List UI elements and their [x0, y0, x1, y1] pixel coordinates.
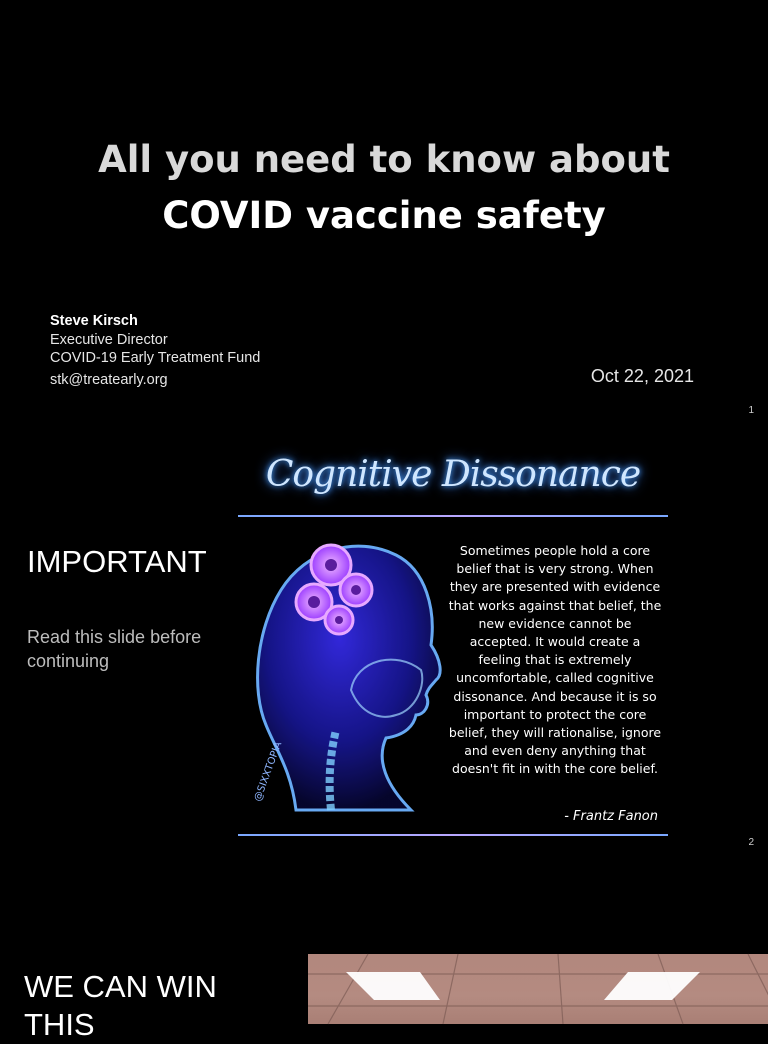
- presentation-date: Oct 22, 2021: [590, 366, 694, 386]
- cognitive-head-illustration: [236, 510, 446, 820]
- cognitive-dissonance-poster: [236, 448, 670, 824]
- ceiling-photo: [308, 954, 768, 1024]
- page-number: 2: [748, 837, 754, 848]
- title-line-1: All you need to know about: [98, 138, 670, 181]
- slide-heading: IMPORTANT: [27, 544, 207, 579]
- slide-3: [0, 864, 768, 1042]
- poster-quote: Sometimes people hold a core belief that is very strong. When they are presented with evidence that works against that belief, the new evidence cannot be accepted. It would create a feeling that is extremely uncomfortable, called cognitive dissonance. And because it is so important to protect the core belief, they will rationalise, ignore and even deny anything that doesn't fit in with the core belief.: [448, 543, 662, 777]
- author-role: Executive Director: [50, 331, 168, 348]
- author-name: Steve Kirsch: [50, 313, 138, 329]
- poster-title: Cognitive Dissonance: [265, 454, 641, 495]
- poster-attribution: - Frantz Fanon: [564, 809, 658, 824]
- poster-watermark: @SIXXTOPIA: [252, 740, 285, 804]
- slide-subtext: Read this slide before continuing: [27, 627, 202, 671]
- slide-1: [0, 0, 768, 432]
- poster-bottom-rule: [238, 834, 668, 836]
- slide-2: [0, 432, 768, 864]
- author-org: COVID-19 Early Treatment Fund: [50, 350, 261, 366]
- page-number: 1: [748, 405, 754, 416]
- author-block: [50, 312, 260, 389]
- title-line-2: COVID vaccine safety: [162, 194, 606, 237]
- slide-title: [0, 132, 768, 244]
- author-email[interactable]: stk@treatearly.org: [50, 371, 168, 388]
- slide-heading: WE CAN WIN THIS: [24, 969, 217, 1042]
